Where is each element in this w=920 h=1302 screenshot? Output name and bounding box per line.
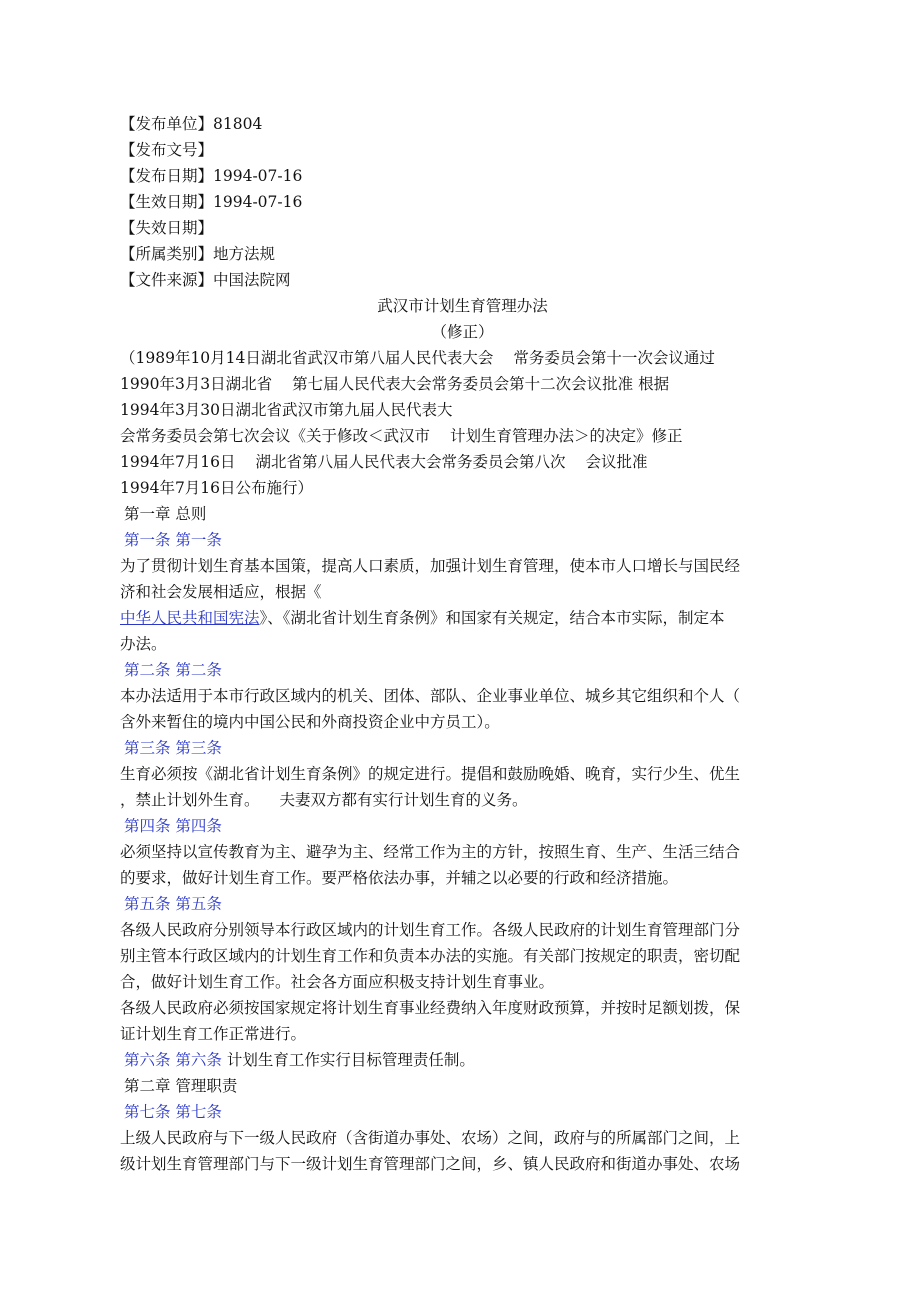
preamble-line-1 bbox=[120, 345, 805, 371]
article-3-text: 生育必须按《湖北省计划生育条例》的规定进行。提倡和鼓励晚婚、晚育，实行少生、优生 bbox=[120, 765, 741, 783]
article-1-text: 办法。 bbox=[120, 635, 167, 653]
preamble-text: 1994年7月16日 bbox=[120, 453, 236, 471]
article-2-text: 含外来暂住的境内中国公民和外商投资企业中方员工）。 bbox=[120, 713, 500, 731]
article-1-text-line bbox=[120, 605, 805, 631]
article-7-text: 级计划生育管理部门与下一级计划生育管理部门之间，乡、镇人民政府和街道办事处、农场 bbox=[120, 1155, 741, 1173]
article-4-label[interactable]: 第四条 第四条 bbox=[124, 817, 222, 835]
preamble-line-2 bbox=[120, 371, 805, 397]
preamble-text: 湖北省第八届人民代表大会常务委员会第八次 bbox=[255, 453, 566, 471]
article-1-text: 济和社会发展相适应，根据《 bbox=[120, 583, 322, 601]
article-5-text: 证计划生育工作正常进行。 bbox=[120, 1025, 307, 1043]
article-2-label[interactable]: 第二条 第二条 bbox=[124, 661, 222, 679]
article-5-text: 合，做好计划生育工作。社会各方面应积极支持计划生育事业。 bbox=[120, 973, 555, 991]
preamble-line-5 bbox=[120, 449, 805, 475]
meta-pub-date: 【发布日期】1994-07-16 bbox=[120, 167, 303, 185]
article-3-text: 夫妻双方都有实行计划生育的义务。 bbox=[279, 791, 528, 809]
article-6-line bbox=[120, 1047, 805, 1073]
article-2-text: 本办法适用于本市行政区域内的机关、团体、部队、企业事业单位、城乡其它组织和个人（ bbox=[120, 687, 741, 705]
meta-eff-date: 【生效日期】1994-07-16 bbox=[120, 193, 303, 211]
article-4-text: 的要求，做好计划生育工作。要严格依法办事，并辅之以必要的行政和经济措施。 bbox=[120, 869, 679, 887]
meta-unit: 【发布单位】81804 bbox=[120, 115, 263, 133]
preamble-text: 会议批准 bbox=[585, 453, 648, 471]
meta-source: 【文件来源】中国法院网 bbox=[120, 271, 291, 289]
article-6-text: 计划生育工作实行目标管理责任制。 bbox=[226, 1051, 475, 1069]
document-title: 武汉市计划生育管理办法 bbox=[377, 297, 548, 315]
article-5-text: 别主管本行政区域内的计划生育工作和负责本办法的实施。有关部门按规定的职责，密切配 bbox=[120, 947, 741, 965]
article-1-text: 为了贯彻计划生育基本国策，提高人口素质，加强计划生育管理，使本市人口增长与国民经 bbox=[120, 557, 741, 575]
meta-exp-date: 【失效日期】 bbox=[120, 219, 214, 237]
article-6-label[interactable]: 第六条 第六条 bbox=[124, 1051, 222, 1069]
article-7-label[interactable]: 第七条 第七条 bbox=[124, 1103, 222, 1121]
article-5-text: 各级人民政府必须按国家规定将计划生育事业经费纳入年度财政预算，并按时足额划拨，保 bbox=[120, 999, 741, 1017]
chapter-heading-2: 第二章 管理职责 bbox=[124, 1077, 238, 1095]
preamble-text: 常务委员会第十一次会议通过 bbox=[513, 349, 715, 367]
meta-doc-no: 【发布文号】 bbox=[120, 141, 214, 159]
article-1-label[interactable]: 第一条 第一条 bbox=[124, 531, 222, 549]
preamble-text: （1989年10月14日湖北省武汉市第八届人民代表大会 bbox=[120, 349, 494, 367]
preamble-text: 1990年3月3日湖北省 bbox=[120, 375, 273, 393]
document-body bbox=[120, 111, 805, 1177]
preamble-text: 会常务委员会第七次会议《关于修改＜武汉市 bbox=[120, 427, 431, 445]
article-5-text: 各级人民政府分别领导本行政区域内的计划生育工作。各级人民政府的计划生育管理部门分 bbox=[120, 921, 741, 939]
article-3-text: ，禁止计划外生育。 bbox=[120, 791, 260, 809]
preamble-line-3: 1994年3月30日湖北省武汉市第九届人民代表大 bbox=[120, 401, 453, 419]
article-4-text: 必须坚持以宣传教育为主、避孕为主、经常工作为主的方针，按照生育、生产、生活三结合 bbox=[120, 843, 741, 861]
article-3-label[interactable]: 第三条 第三条 bbox=[124, 739, 222, 757]
article-7-text: 上级人民政府与下一级人民政府（含街道办事处、农场）之间，政府与的所属部门之间，上 bbox=[120, 1129, 741, 1147]
meta-category: 【所属类别】地方法规 bbox=[120, 245, 276, 263]
article-3-text-line bbox=[120, 787, 805, 813]
preamble-line-6: 1994年7月16日公布施行） bbox=[120, 479, 314, 497]
preamble-line-4 bbox=[120, 423, 805, 449]
article-1-text: 》、《湖北省计划生育条例》和国家有关规定，结合本市实际，制定本 bbox=[259, 609, 725, 627]
preamble-text: 第七届人民代表大会常务委员会第十二次会议批准 根据 bbox=[292, 375, 670, 393]
constitution-link[interactable]: 中华人民共和国宪法 bbox=[120, 609, 260, 627]
chapter-heading-1: 第一章 总则 bbox=[124, 505, 207, 523]
article-5-label[interactable]: 第五条 第五条 bbox=[124, 895, 222, 913]
preamble-text: 计划生育管理办法＞的决定》修正 bbox=[450, 427, 683, 445]
document-subtitle: （修正） bbox=[431, 323, 494, 341]
